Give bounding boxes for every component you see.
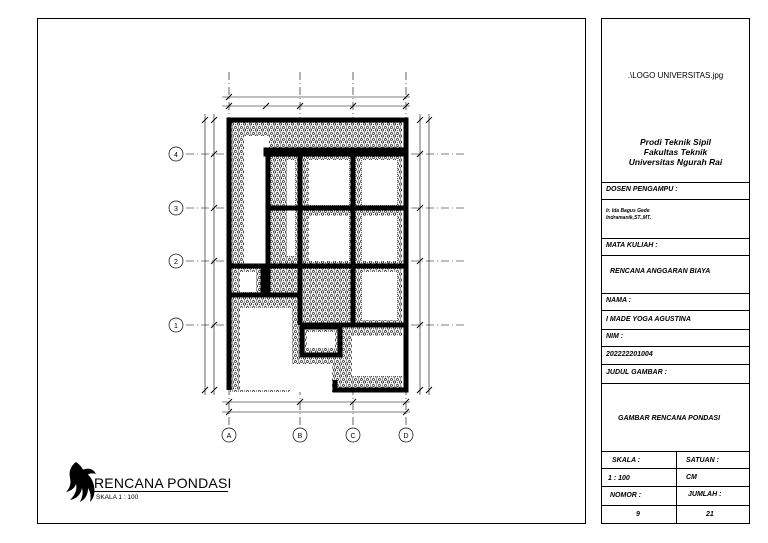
mata-kuliah-value: RENCANA ANGGARAN BIAYA: [610, 268, 711, 275]
title-block: [601, 18, 750, 524]
nama-value: I MADE YOGA AGUSTINA: [606, 316, 691, 323]
divider: [602, 346, 749, 347]
skala-label: SKALA :: [612, 457, 641, 464]
divider: [602, 238, 749, 239]
column-divider: [676, 451, 677, 523]
grid-label-4: 4: [174, 152, 178, 159]
divider: [602, 199, 749, 200]
institution-line-3: Universitas Ngurah Rai: [628, 157, 723, 167]
divider: [602, 505, 749, 506]
grid-label-1: 1: [174, 323, 178, 330]
divider: [602, 486, 749, 487]
dosen-label: DOSEN PENGAMPU :: [606, 186, 678, 193]
nim-label: NIM :: [606, 333, 624, 340]
dosen-value-1: Ir. Ida Bagus Gede: [606, 208, 650, 214]
satuan-label: SATUAN :: [686, 457, 719, 464]
grid-label-a: A: [226, 433, 232, 440]
divider: [602, 255, 749, 256]
logo-placeholder: .\LOGO UNIVERSITAS.jpg: [627, 71, 724, 80]
nomor-label: NOMOR :: [610, 492, 642, 499]
divider: [602, 364, 749, 365]
plan-title-underline: [94, 491, 228, 492]
skala-value: 1 : 100: [608, 475, 630, 482]
divider: [602, 329, 749, 330]
divider: [602, 468, 749, 469]
grid-label-2: 2: [174, 259, 178, 266]
plan-scale: SKALA 1 : 100: [96, 494, 139, 501]
judul-label: JUDUL GAMBAR :: [606, 369, 667, 376]
nomor-value: 9: [636, 511, 640, 518]
institution-line-2: Fakultas Teknik: [643, 147, 708, 157]
university-logo-icon: [66, 462, 96, 502]
judul-value: GAMBAR RENCANA PONDASI: [618, 415, 721, 422]
satuan-value: CM: [686, 474, 697, 481]
jumlah-value: 21: [706, 511, 714, 518]
stone-foundation: [230, 122, 402, 392]
dosen-value-2: Indramanik,ST.,MT.: [606, 215, 652, 221]
mata-kuliah-label: MATA KULIAH :: [606, 242, 658, 249]
divider: [602, 310, 749, 311]
nim-value: 202222201004: [606, 351, 653, 358]
grid-label-3: 3: [174, 206, 178, 213]
nama-label: NAMA :: [606, 297, 632, 304]
jumlah-label: JUMLAH :: [688, 491, 722, 498]
divider: [602, 182, 749, 183]
institution-block: [602, 137, 749, 167]
grid-label-b: B: [297, 433, 303, 440]
grid-label-d: D: [403, 433, 409, 440]
divider: [602, 293, 749, 294]
grid-label-c: C: [350, 433, 356, 440]
institution-line-1: Prodi Teknik Sipil: [639, 137, 711, 147]
divider: [602, 383, 749, 384]
plan-title: RENCANA PONDASI: [94, 475, 232, 491]
